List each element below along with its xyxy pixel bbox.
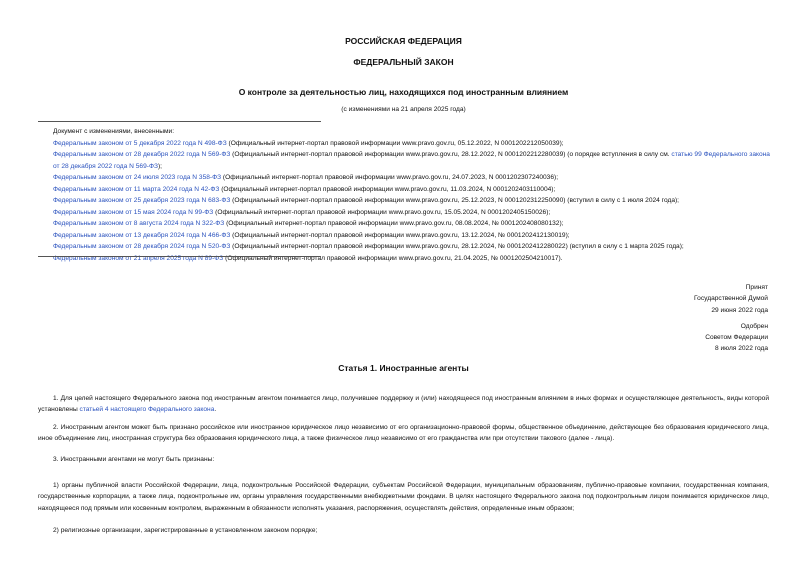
amendment-link[interactable]: Федеральным законом от 8 августа 2024 года N 322-ФЗ xyxy=(53,220,225,227)
list-item: Федеральным законом от 15 мая 2024 года N 99-ФЗ (Официальный интернет-портал правовой информации www.pravo.gov.ru, 15.05.2024, N 0001202405150026); xyxy=(53,208,551,216)
list-item: Федеральным законом от 28 декабря 2022 года N 569-ФЗ (Официальный интернет-портал правовой информации www.pravo.gov.ru, 28.12.2022, N 0001202212280039) (о порядке вступления в силу см. статью 99 Федерального закона от 28 декабря 2022 года N 569-ФЗ); xyxy=(53,151,770,170)
changes-list xyxy=(38,126,778,264)
approved-by: Советом Федерации xyxy=(705,334,768,342)
divider-top xyxy=(38,121,321,122)
list-item: Федеральным законом от 28 декабря 2024 года N 520-ФЗ (Официальный интернет-портал правовой информации www.pravo.gov.ru, 28.12.2024, № 0001202412280022) (вступил в силу с 1 марта 2025 года); xyxy=(53,243,684,250)
article-4-link[interactable]: статьей 4 настоящего Федерального закона xyxy=(79,406,215,414)
approved-date: 8 июля 2022 года xyxy=(714,345,768,353)
list-item: Федеральным законом от 13 декабря 2024 года N 466-ФЗ (Официальный интернет-портал правовой информации www.pravo.gov.ru, 13.12.2024, № 0001202412130019); xyxy=(53,231,570,239)
paragraph-2: 2. Иностранным агентом может быть признано российское или иностранное юридическое лицо независимо от его организационно-правовой формы, общественное объединение, действующее без образования юридического лица, иное объединение лиц, иностранная структура без образования юридического лица, а также физическое лицо независимо от его гражданства или при отсутствии такового (далее - лица). xyxy=(38,424,769,443)
list-item: Федеральным законом от 24 июля 2023 года N 358-ФЗ (Официальный интернет-портал правовой информации www.pravo.gov.ru, 24.07.2023, N 0001202307240036); xyxy=(53,174,559,181)
list-item: Федеральным законом от 25 декабря 2023 года N 683-ФЗ (Официальный интернет-портал правовой информации www.pravo.gov.ru, 25.12.2023, N 0001202312250090) (вступил в силу с 1 июля 2024 года); xyxy=(53,197,680,204)
list-item: Федеральным законом от 5 декабря 2022 года N 498-ФЗ (Официальный интернет-портал правовой информации www.pravo.gov.ru, 05.12.2022, N 0001202212050039); xyxy=(53,139,564,147)
amendment-link[interactable]: Федеральным законом от 28 декабря 2024 года N 520-ФЗ xyxy=(53,243,231,250)
list-item: Федеральным законом от 21 апреля 2025 года N 89-ФЗ (Официальный интернет-портал правовой информации www.pravo.gov.ru, 21.04.2025, № 0001202504210017). xyxy=(53,254,563,262)
paragraph-5: 2) религиозные организации, зарегистрированные в установленном законом порядке; xyxy=(53,527,318,534)
amendment-link[interactable]: Федеральным законом от 28 декабря 2022 года N 569-ФЗ xyxy=(53,151,231,158)
law-title: О контроле за деятельностью лиц, находящихся под иностранным влиянием xyxy=(238,87,569,97)
amendment-link[interactable]: Федеральным законом от 25 декабря 2023 года N 683-ФЗ xyxy=(53,197,231,204)
divider-bottom xyxy=(38,256,321,257)
amendment-link[interactable]: Федеральным законом от 13 декабря 2024 года N 466-ФЗ xyxy=(53,231,231,239)
article-99-link[interactable]: статью 99 Федерального закона от 28 декабря 2022 года N 569-ФЗ xyxy=(53,151,770,170)
list-item: Федеральным законом от 11 марта 2024 года N 42-ФЗ (Официальный интернет-портал правовой информации www.pravo.gov.ru, 11.03.2024, N 0001202403110004); xyxy=(53,185,556,193)
amendment-link[interactable]: Федеральным законом от 21 апреля 2025 года N 89-ФЗ xyxy=(53,254,224,262)
adopted-by: Государственной Думой xyxy=(694,295,768,303)
country-heading: РОССИЙСКАЯ ФЕДЕРАЦИЯ xyxy=(345,36,462,46)
list-item: Федеральным законом от 8 августа 2024 года N 322-ФЗ (Официальный интернет-портал правовой информации www.pravo.gov.ru, 08.08.2024, № 0001202408080132); xyxy=(53,220,564,227)
paragraph-4: 1) органы публичной власти Российской Федерации, лица, подконтрольные Российской Федерации, субъектам Российской Федерации, муниципальным образованиям, публично-правовые компании, государственная компания, государственные корпорации, а также лица, подконтрольные им, органы управления государственными внебюджетными фондами. В целях настоящего Федерального закона под подконтрольным лицом понимается юридическое лицо, находящееся под прямым или косвенным контролем, выраженным в обязанности исполнять указания, распоряжения, осуществлять действия, определенные иным образом; xyxy=(38,482,769,512)
adopted-label: Принят xyxy=(745,284,768,291)
amendment-link[interactable]: Федеральным законом от 24 июля 2023 года N 358-ФЗ xyxy=(53,174,222,181)
approved-label: Одобрен xyxy=(740,322,768,330)
law-type-heading: ФЕДЕРАЛЬНЫЙ ЗАКОН xyxy=(353,57,454,67)
adoption-block xyxy=(568,282,768,355)
paragraph-1: 1. Для целей настоящего Федерального закона под иностранным агентом понимается лицо, получившее поддержку и (или) находящееся под иностранным влиянием в иных формах и осуществляющее деятельность, виды которой установлены статьей 4 настоящего Федерального закона. xyxy=(38,395,769,414)
adopted-date: 29 июня 2022 года xyxy=(711,306,768,314)
amendment-link[interactable]: Федеральным законом от 5 декабря 2022 года N 498-ФЗ xyxy=(53,139,227,147)
amendment-note: (с изменениями на 21 апреля 2025 года) xyxy=(341,106,466,113)
changes-intro: Документ с изменениями, внесенными: xyxy=(53,128,175,135)
article-title: Статья 1. Иностранные агенты xyxy=(338,363,469,373)
amendment-link[interactable]: Федеральным законом от 11 марта 2024 года N 42-ФЗ xyxy=(53,185,220,193)
amendment-link[interactable]: Федеральным законом от 15 мая 2024 года N 99-ФЗ xyxy=(53,208,214,216)
paragraph-3: 3. Иностранными агентами не могут быть признаны: xyxy=(53,456,215,463)
